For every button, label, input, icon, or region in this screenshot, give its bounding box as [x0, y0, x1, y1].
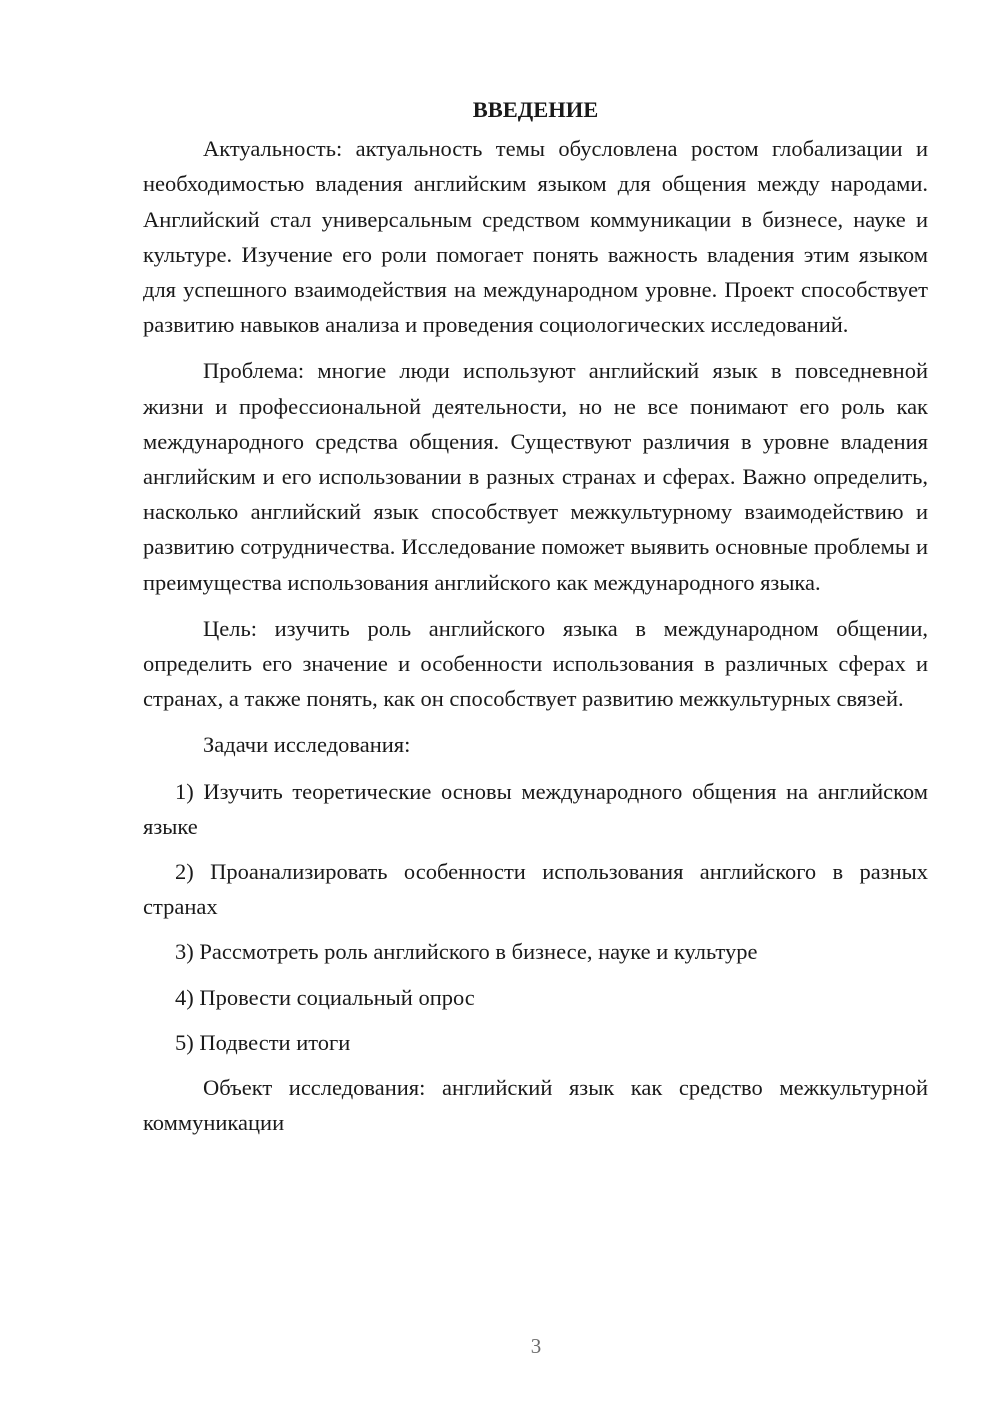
task-item-5: 5) Подвести итоги — [175, 1029, 351, 1055]
tasks-heading: Задачи исследования: — [203, 732, 411, 758]
relevance-paragraph: Актуальность: актуальность темы обусловлена ростом глобализации и необходимостью владения английским языком для общения между народами. Английский стал универсальным средством коммуникации в бизнесе, науке и культуре. Изучение его роли помогает понять важность владения этим языком для успешного взаимодействия на международном уровне. Проект способствует развитию навыков анализа и проведения социологических исследований. — [143, 136, 928, 338]
page-content — [143, 92, 928, 1151]
task-item-2: 2) Проанализировать особенности использования английского в разных странах — [143, 859, 928, 920]
goal-paragraph: Цель: изучить роль английского языка в международном общении, определить его значение и особенности использования в различных сферах и странах, а также понять, как он способствует развитию межкультурных связей. — [143, 615, 928, 712]
problem-paragraph: Проблема: многие люди используют английский язык в повседневной жизни и профессиональной деятельности, но не все понимают его роль как международного средства общения. Существуют различия в уровне владения английским и его использовании в разных странах и сферах. Важно определить, насколько английский язык способствует межкультурному взаимодействию и развитию сотрудничества. Исследование поможет выявить основные проблемы и преимущества использования английского как международного языка. — [143, 358, 928, 595]
task-item-1: 1) Изучить теоретические основы международного общения на английском языке — [143, 778, 928, 839]
object-paragraph: Объект исследования: английский язык как средство межкультурной коммуникации — [143, 1075, 928, 1136]
task-item-4: 4) Провести социальный опрос — [175, 984, 475, 1010]
page-title: ВВЕДЕНИЕ — [472, 97, 599, 122]
task-item-3: 3) Рассмотреть роль английского в бизнесе, науке и культуре — [175, 939, 758, 965]
page-number: 3 — [530, 1334, 542, 1358]
